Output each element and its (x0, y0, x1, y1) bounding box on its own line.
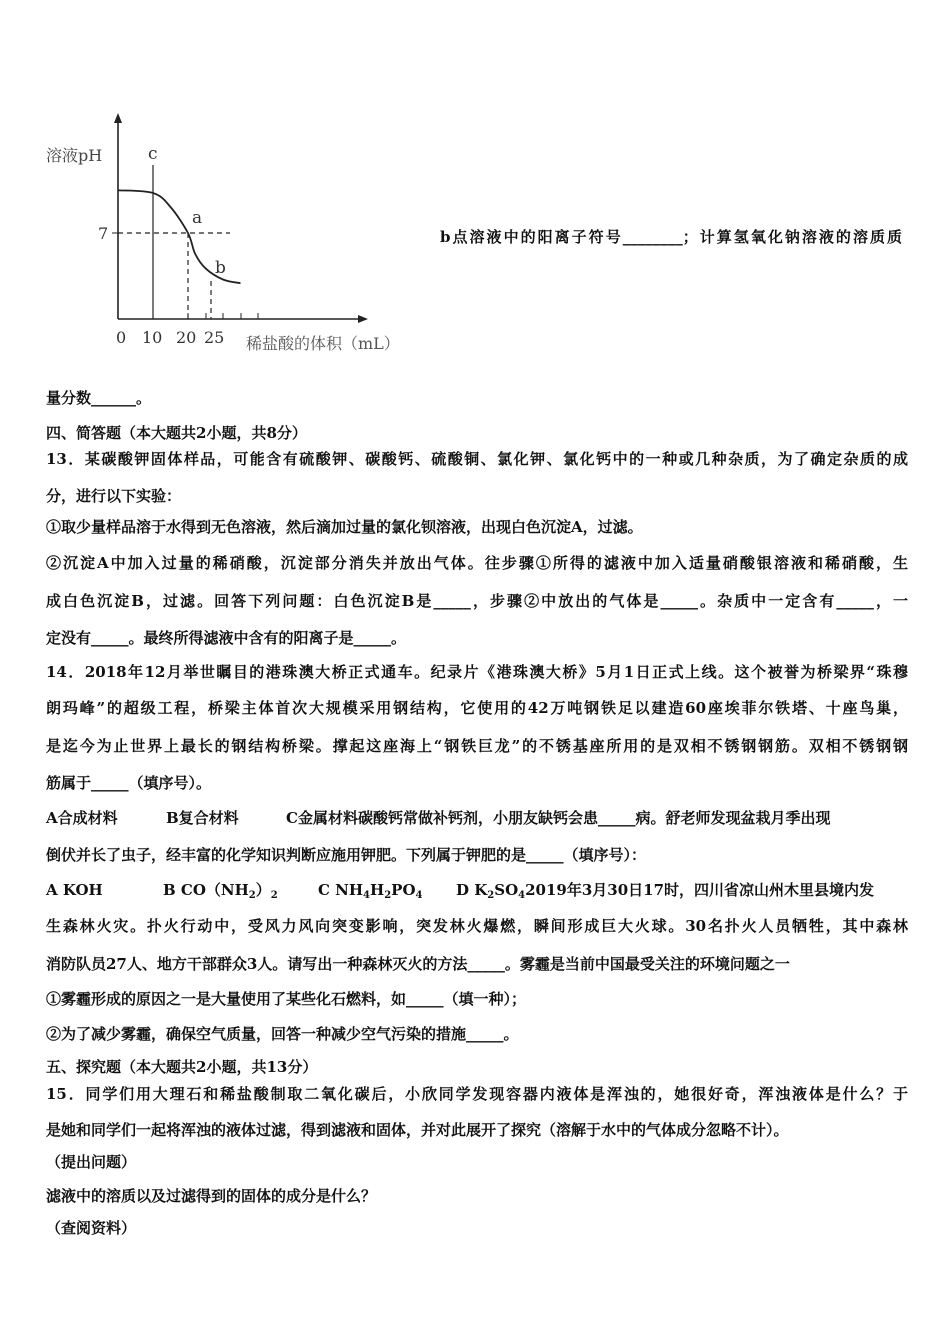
q13-line-5: 成白色沉淀B，过滤。回答下列问题：白色沉淀B是_____，步骤②中放出的气体是_____。杂质中一定含有_____，一 (46, 592, 908, 610)
q14-line-8: 生森林火灾。扑火行动中，受风力风向突变影响，突发林火爆燃，瞬间形成巨大火球。30名扑火人员牺牲，其中森林 (46, 917, 908, 935)
fert-option-d (456, 880, 874, 900)
y-tick-7-label: 7 (98, 224, 109, 243)
section-5-heading: 五、探究题（本大题共2小题，共13分） (46, 1058, 318, 1076)
x-tick-0-label: 0 (116, 328, 127, 347)
y-axis-arrow (114, 113, 122, 123)
fert-d-continuation: 2019年3月30日17时，四川省凉山州木里县境内发 (525, 881, 875, 899)
q15-line-4: 滤液中的溶质以及过滤得到的固体的成分是什么？ (46, 1187, 377, 1205)
q14-line-10: ①雾霾形成的原因之一是大量使用了某些化石燃料，如_____（填一种）； (46, 990, 527, 1008)
x-tick-25-label: 25 (204, 328, 225, 347)
fert-c-sub1: 4 (363, 890, 371, 901)
fert-option-c (318, 880, 456, 900)
option-b: B复合材料 (166, 809, 239, 827)
q14-line-11: ②为了减少雾霾，确保空气质量，回答一种减少空气污染的措施_____。 (46, 1025, 519, 1043)
x-tick-20-label: 20 (176, 328, 197, 347)
ph-graph-svg (40, 105, 460, 365)
q14-line-9: 消防队员27人、地方干部群众3人。请写出一种森林灭火的方法_____。雾霾是当前中国最受关注的环境问题之一 (46, 955, 790, 973)
q13-line-3: ①取少量样品溶于水得到无色溶液，然后滴加过量的氯化钡溶液，出现白色沉淀A，过滤。 (46, 518, 643, 536)
fert-d-so: SO (494, 881, 519, 899)
option-a: A合成材料 (46, 809, 118, 827)
ph-graph (40, 105, 460, 365)
q14-line-4: 筋属于_____（填序号）。 (46, 774, 212, 792)
option-c-continuation: C金属材料碳酸钙常做补钙剂，小朋友缺钙会患_____病。舒老师发现盆栽月季出现 (286, 809, 831, 827)
fert-b-paren: ） (255, 881, 271, 899)
q14-line-1: 14．2018年12月举世瞩目的港珠澳大桥正式通车。纪录片《港珠澳大桥》5月1日正式上线。这个被誉为桥梁界“珠穆 (46, 663, 908, 681)
point-b-label: b (215, 258, 226, 278)
fert-c-text: C NH (318, 881, 364, 899)
fert-d-sub2: 4 (518, 890, 526, 901)
fert-option-b (163, 880, 318, 900)
q13-line-6: 定没有_____。最终所得滤液中含有的阳离子是_____。 (46, 629, 407, 647)
point-c-label: c (148, 144, 158, 164)
fert-b-sub: 2 (248, 890, 256, 901)
q14-material-options (46, 808, 908, 828)
q14-line-2: 朗玛峰”的超级工程，桥梁主体首次大规模采用钢结构，它使用的42万吨钢铁足以建造60座埃菲尔铁塔、十座鸟巢， (46, 699, 908, 717)
fert-c-po: PO (391, 881, 416, 899)
q13-line-1: 13．某碳酸钾固体样品，可能含有硫酸钾、碳酸钙、硫酸铜、氯化钾、氯化钙中的一种或几种杂质，为了确定杂质的成 (46, 450, 908, 468)
q14-line-6: 倒伏并长了虫子，经丰富的化学知识判断应施用钾肥。下列属于钾肥的是_____（填序号）： (46, 846, 647, 864)
fert-c-h: H (370, 881, 385, 899)
q15-line-2: 是她和同学们一起将浑浊的液体过滤，得到滤液和固体，并对此展开了探究（溶解于水中的气体成分忽略不计）。 (46, 1121, 789, 1139)
q15-line-1: 15．同学们用大理石和稀盐酸制取二氧化碳后，小欣同学发现容器内液体是浑浊的，她很好奇，浑浊液体是什么？于 (46, 1085, 908, 1103)
q15-line-5: （查阅资料） (46, 1219, 137, 1237)
x-axis-arrow (358, 315, 368, 323)
x-tick-10-label: 10 (142, 328, 163, 347)
fert-option-a: A KOH (46, 881, 103, 899)
q15-line-3: （提出问题） (46, 1153, 137, 1171)
q12-continuation: 量分数______。 (46, 389, 152, 407)
fert-b-text: B CO（NH (163, 881, 249, 899)
y-axis-label: 溶液pH (46, 146, 103, 165)
q13-line-4: ②沉淀A中加入过量的稀硝酸，沉淀部分消失并放出气体。往步骤①所得的滤液中加入适量硝酸银溶液和稀硝酸，生 (46, 554, 908, 572)
q13-line-2: 分，进行以下实验： (46, 487, 182, 505)
q14-fertilizer-options (46, 880, 908, 900)
fert-d-text: D K (456, 881, 488, 899)
fert-c-sub3: 4 (415, 890, 423, 901)
point-a-label: a (192, 208, 203, 228)
x-axis-label: 稀盐酸的体积（mL） (246, 334, 400, 353)
fert-b-sub2: 2 (270, 890, 278, 901)
section-4-heading: 四、简答题（本大题共2小题，共8分） (46, 424, 307, 442)
fert-d-sub1: 2 (487, 890, 495, 901)
fert-c-sub2: 2 (384, 890, 392, 901)
q12-side-text: b点溶液中的阳离子符号________；计算氢氧化钠溶液的溶质质 (440, 228, 902, 246)
q14-line-3: 是迄今为止世界上最长的钢结构桥梁。撑起这座海上“钢铁巨龙”的不锈基座所用的是双相不锈钢钢筋。双相不锈钢钢 (46, 737, 908, 755)
